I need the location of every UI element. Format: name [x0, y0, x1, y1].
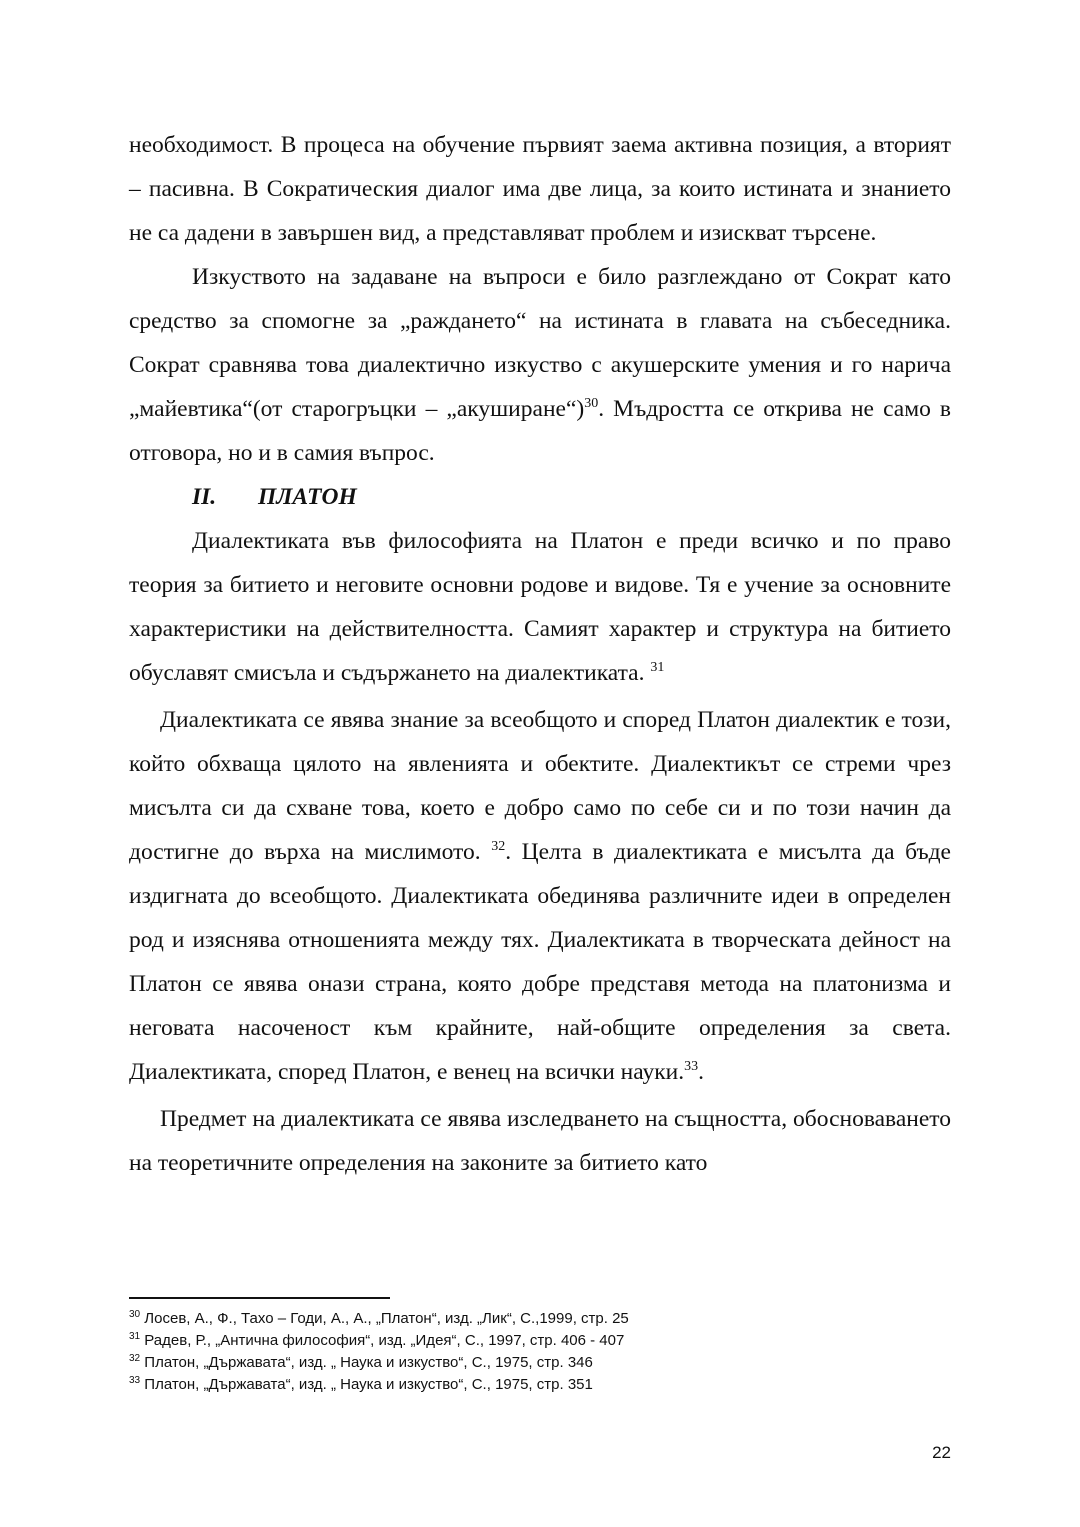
paragraph-2-tail: . Мъдростта се открива не само в отговора, но и в самия въпрос.	[129, 396, 952, 466]
footnote-text: Платон, „Държавата“, изд. „ Наука и изкуство“, С., 1975, стр. 346	[140, 1354, 593, 1371]
footnote-ref-33[interactable]: 33	[684, 1059, 699, 1075]
paragraph-4-text: Диалектиката се явява знание за всеобщото и според Платон диалектик е този, който обхваща цялото на явленията и обектите. Диалектикът се стреми чрез мисълта си да схване това, което е добро само по себе си и по този начин да достигне до върха на мислимото.	[129, 707, 951, 865]
main-text	[129, 123, 951, 1185]
footnotes	[129, 1308, 951, 1396]
footnote-ref-31[interactable]: 31	[650, 660, 665, 676]
footnote-text: Лосев, А., Ф., Тахо – Годи, А., А., „Платон“, изд. „Лик“, С.,1999, стр. 25	[140, 1310, 629, 1327]
footnote-item	[129, 1330, 951, 1352]
paragraph-3-text: Диалектиката във философията на Платон е преди всичко и по право теория за битието и неговите основни родове и видове. Тя е учение за основните характеристики на действителността. Самият характер и структура на битието обуславят смисъла и съдържането на диалектиката.	[129, 528, 951, 686]
paragraph-5-text: Предмет на диалектиката се явява изследването на същността, обосноваването на теоретичните определения на законите за битието като	[129, 1106, 951, 1176]
footnote-text: Радев, Р., „Антична философия“, изд. „Идея“, С., 1997, стр. 406 - 407	[140, 1332, 625, 1349]
section-heading	[129, 475, 951, 519]
footnote-number: 32	[129, 1353, 141, 1364]
page-number: 22	[932, 1443, 951, 1462]
paragraph-4-text-2: . Целта в диалектиката е мисълта да бъде издигната до всеобщото. Диалектиката обединява различните идеи в определен род и изяснява отношенията между тях. Диалектиката в творческата дейност на Платон се явява онази страна, която добре представя метода на платонизма и неговата насоченост към крайните, най-общите определения за света. Диалектиката, според Платон, е венец на всички науки.	[129, 839, 951, 1085]
footnote-item	[129, 1374, 951, 1396]
footnote-ref-30[interactable]: 30	[584, 396, 599, 412]
section-title: ПЛАТОН	[258, 484, 357, 510]
footnote-item	[129, 1352, 951, 1374]
paragraph-1	[129, 123, 951, 255]
paragraph-2	[129, 255, 951, 475]
footnote-separator	[129, 1297, 390, 1299]
paragraph-2-text: Изкуството на задаване на въпроси е било разглеждано от Сократ като средство за спомогне за „раждането“ на истината в главата на събеседника. Сократ сравнява това диалектично изкуство с акушерските умения и го нарича „майевтика“(от старогръцки – „акуширане“)	[129, 264, 951, 422]
footnote-item	[129, 1308, 951, 1330]
footnote-text: Платон, „Държавата“, изд. „ Наука и изкуство“, С., 1975, стр. 351	[140, 1376, 593, 1393]
paragraph-4	[129, 698, 951, 1094]
paragraph-4-tail: .	[698, 1059, 704, 1085]
footnote-number: 31	[129, 1331, 141, 1342]
footnote-number: 30	[129, 1309, 141, 1320]
paragraph-1-text: необходимост. В процеса на обучение първият заема активна позиция, а вторият – пасивна. В Сократическия диалог има две лица, за които истината и знанието не са дадени в завършен вид, а представляват проблем и изискват търсене.	[129, 132, 951, 246]
footnote-number: 33	[129, 1375, 141, 1386]
footnote-ref-32[interactable]: 32	[491, 839, 506, 855]
paragraph-3	[129, 519, 951, 695]
paragraph-5	[129, 1097, 951, 1185]
section-number: II.	[192, 484, 217, 510]
